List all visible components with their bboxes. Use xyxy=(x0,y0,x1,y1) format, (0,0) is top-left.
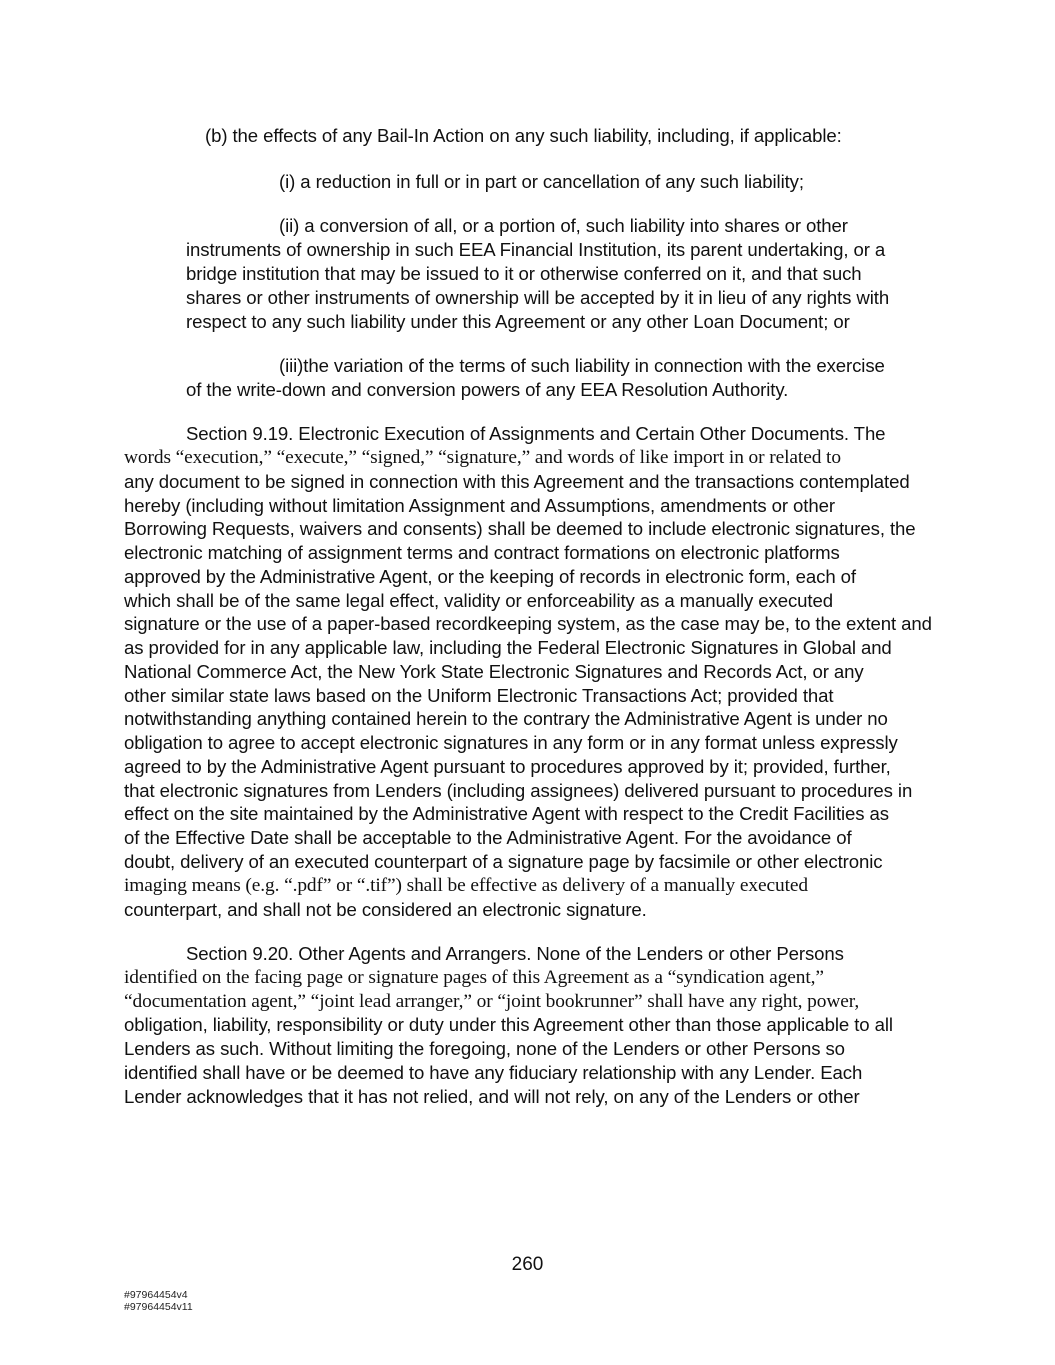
section-9-19-line: imaging means (e.g. “.pdf” or “.tif”) shall be effective as delivery of a manually executed xyxy=(124,875,809,896)
section-9-20-line: Lenders as such. Without limiting the foregoing, none of the Lenders or other Persons so xyxy=(124,1038,845,1059)
section-9-19-line: effect on the site maintained by the Administrative Agent with respect to the Credit Facilities as xyxy=(124,803,890,824)
section-9-19-line: approved by the Administrative Agent, or the keeping of records in electronic form, each of xyxy=(124,566,856,587)
section-9-20-line: obligation, liability, responsibility or duty under this Agreement other than those applicable to all xyxy=(124,1014,893,1035)
section-9-19-line: agreed to by the Administrative Agent pursuant to procedures approved by it; provided, further, xyxy=(124,756,891,777)
section-9-19-line: which shall be of the same legal effect, validity or enforceability as a manually executed xyxy=(124,590,833,611)
section-9-19-line: of the Effective Date shall be acceptable to the Administrative Agent. For the avoidance of xyxy=(124,827,852,848)
page-number: 260 xyxy=(511,1254,544,1275)
item-ii-line: shares or other instruments of ownership will be accepted by it in lieu of any rights with xyxy=(186,287,890,308)
section-9-19-line: notwithstanding anything contained herein to the contrary the Administrative Agent is under no xyxy=(124,708,888,729)
section-9-19-heading-line: Section 9.19. Electronic Execution of Assignments and Certain Other Documents. The xyxy=(186,423,886,444)
section-9-20-line: identified on the facing page or signature pages of this Agreement as a “syndication agent,” xyxy=(124,967,824,988)
item-i-line: (i) a reduction in full or in part or cancellation of any such liability; xyxy=(279,171,804,192)
section-9-20-line: Lender acknowledges that it has not relied, and will not rely, on any of the Lenders or other xyxy=(124,1086,860,1107)
item-iii-line: (iii)the variation of the terms of such liability in connection with the exercise xyxy=(279,355,885,376)
section-9-20-heading-line: Section 9.20. Other Agents and Arrangers. None of the Lenders or other Persons xyxy=(186,943,844,964)
section-9-20-line: “documentation agent,” “joint lead arranger,” or “joint bookrunner” shall have any right, power, xyxy=(124,991,860,1012)
section-9-19-line: that electronic signatures from Lenders (including assignees) delivered pursuant to procedures in xyxy=(124,780,913,801)
section-9-19-line: words “execution,” “execute,” “signed,” “signature,” and words of like import in or related to xyxy=(124,447,841,468)
section-9-20-line: identified shall have or be deemed to have any fiduciary relationship with any Lender. Each xyxy=(124,1062,863,1083)
section-9-19-line: counterpart, and shall not be considered an electronic signature. xyxy=(124,899,647,920)
document-id: #97964454v11 xyxy=(124,1301,193,1313)
item-ii-line: (ii) a conversion of all, or a portion of, such liability into shares or other xyxy=(279,215,848,236)
section-9-19-line: other similar state laws based on the Uniform Electronic Transactions Act; provided that xyxy=(124,685,834,706)
document-id: #97964454v4 xyxy=(124,1289,188,1301)
section-9-19-line: doubt, delivery of an executed counterpart of a signature page by facsimile or other electronic xyxy=(124,851,883,872)
section-9-19-line: signature or the use of a paper-based recordkeeping system, as the case may be, to the extent and xyxy=(124,613,932,634)
subsection-b-line: (b) the effects of any Bail-In Action on any such liability, including, if applicable: xyxy=(205,125,842,146)
section-9-19-line: Borrowing Requests, waivers and consents) shall be deemed to include electronic signatures, the xyxy=(124,518,916,539)
item-ii-line: respect to any such liability under this Agreement or any other Loan Document; or xyxy=(186,311,850,332)
item-iii-line: of the write-down and conversion powers of any EEA Resolution Authority. xyxy=(186,379,789,400)
item-ii-line: instruments of ownership in such EEA Financial Institution, its parent undertaking, or a xyxy=(186,239,886,260)
section-9-19-line: hereby (including without limitation Assignment and Assumptions, amendments or other xyxy=(124,495,835,516)
section-9-19-line: National Commerce Act, the New York State Electronic Signatures and Records Act, or any xyxy=(124,661,864,682)
section-9-19-line: electronic matching of assignment terms and contract formations on electronic platforms xyxy=(124,542,840,563)
section-9-19-line: as provided for in any applicable law, including the Federal Electronic Signatures in Global and xyxy=(124,637,892,658)
section-9-19-line: any document to be signed in connection with this Agreement and the transactions contemplated xyxy=(124,471,910,492)
item-ii-line: bridge institution that may be issued to it or otherwise conferred on it, and that such xyxy=(186,263,862,284)
section-9-19-line: obligation to agree to accept electronic signatures in any form or in any format unless expressly xyxy=(124,732,898,753)
